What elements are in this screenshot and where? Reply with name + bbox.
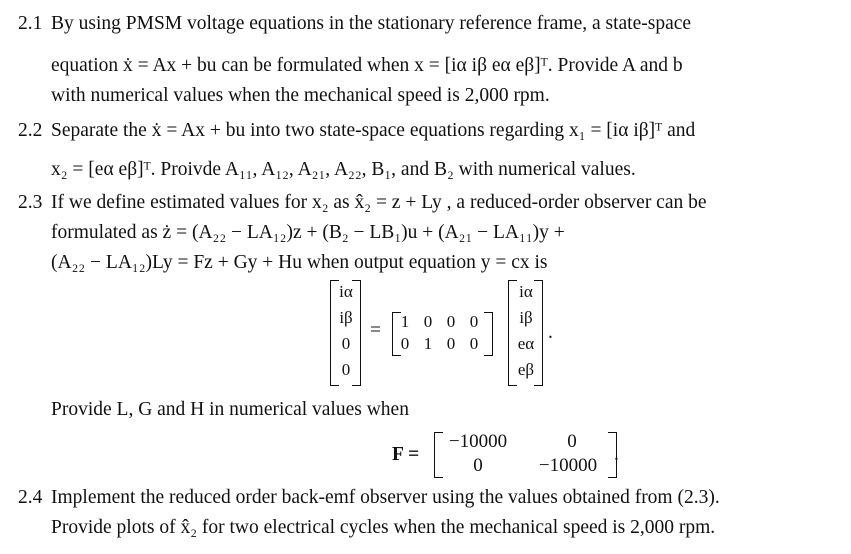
- lhs-entry: iβ: [339, 308, 353, 327]
- q22-number: 2.2: [18, 120, 43, 141]
- q23-line4: [51, 398, 409, 422]
- q24-line1: [18, 486, 720, 510]
- f-label: F =: [392, 444, 420, 465]
- q24-text-2: Provide plots of x̂₂ for two electrical cycles when the mechanical speed is 2,000 rpm.: [51, 517, 716, 538]
- f-entry: −10000: [448, 431, 508, 452]
- q21-text-1: By using PMSM voltage equations in the stationary reference frame, a state-space: [51, 13, 692, 34]
- q23-text-4: Provide L, G and H in numerical values when: [51, 399, 409, 420]
- output-equation: [330, 278, 620, 388]
- q22-text-1: Separate the ẋ = Ax + bu into two state-space equations regarding x₁ = [iα iβ]ᵀ and: [51, 120, 696, 141]
- q21-line3: [51, 84, 550, 108]
- q21-line2: [51, 54, 683, 78]
- f-entry: −10000: [538, 455, 598, 476]
- q21-line1: [18, 12, 691, 36]
- c-entry: 0: [400, 334, 410, 353]
- equals-sign: =: [370, 320, 381, 341]
- c-entry: 1: [400, 312, 410, 331]
- q23-text-2: formulated as ż = (A₂₂ − LA₁₂)z + (B₂ − LB₁)u + (A₂₁ − LA₁₁)y +: [51, 222, 565, 243]
- c-entry: 0: [446, 334, 456, 353]
- q23-text-1: If we define estimated values for x₂ as x̂₂ = z + Ly , a reduced-order observer can be: [51, 192, 707, 213]
- x-entry: iβ: [519, 308, 533, 327]
- q23-line2: [51, 221, 565, 245]
- x-entry: iα: [519, 282, 533, 301]
- x-entry: eα: [517, 334, 535, 353]
- q23-line1: [18, 191, 707, 215]
- lhs-entry: iα: [339, 282, 353, 301]
- f-entry: 0: [567, 431, 577, 452]
- q22-line1: [18, 119, 695, 143]
- q23-line3: [51, 251, 548, 275]
- q24-line2: [51, 516, 715, 540]
- q24-number: 2.4: [18, 487, 43, 508]
- c-entry: 1: [423, 334, 433, 353]
- lhs-entry: 0: [341, 334, 351, 353]
- period: .: [614, 444, 619, 465]
- q23-number: 2.3: [18, 192, 43, 213]
- x-entry: eβ: [517, 360, 535, 379]
- period: .: [548, 322, 553, 343]
- f-matrix-equation: [392, 430, 652, 482]
- c-entry: 0: [423, 312, 433, 331]
- c-bracket-right: [484, 312, 493, 356]
- q22-line2: [51, 158, 636, 182]
- f-entry: 0: [473, 455, 483, 476]
- q21-number: 2.1: [18, 13, 43, 34]
- q22-text-2: x₂ = [eα eβ]ᵀ. Proivde A₁₁, A₁₂, A₂₁, A₂₂, B₁, and B₂ with numerical values.: [51, 159, 636, 180]
- q23-text-3: (A₂₂ − LA₁₂)Ly = Fz + Gy + Hu when output equation y = cx is: [51, 252, 548, 273]
- c-entry: 0: [446, 312, 456, 331]
- lhs-entry: 0: [341, 360, 351, 379]
- c-entry: 0: [469, 312, 479, 331]
- q21-text-2: equation ẋ = Ax + bu can be formulated when x = [iα iβ eα eβ]ᵀ. Provide A and b: [51, 55, 683, 76]
- q24-text-1: Implement the reduced order back-emf observer using the values obtained from (2.3).: [51, 487, 720, 508]
- q21-text-3: with numerical values when the mechanical speed is 2,000 rpm.: [51, 85, 550, 106]
- c-entry: 0: [469, 334, 479, 353]
